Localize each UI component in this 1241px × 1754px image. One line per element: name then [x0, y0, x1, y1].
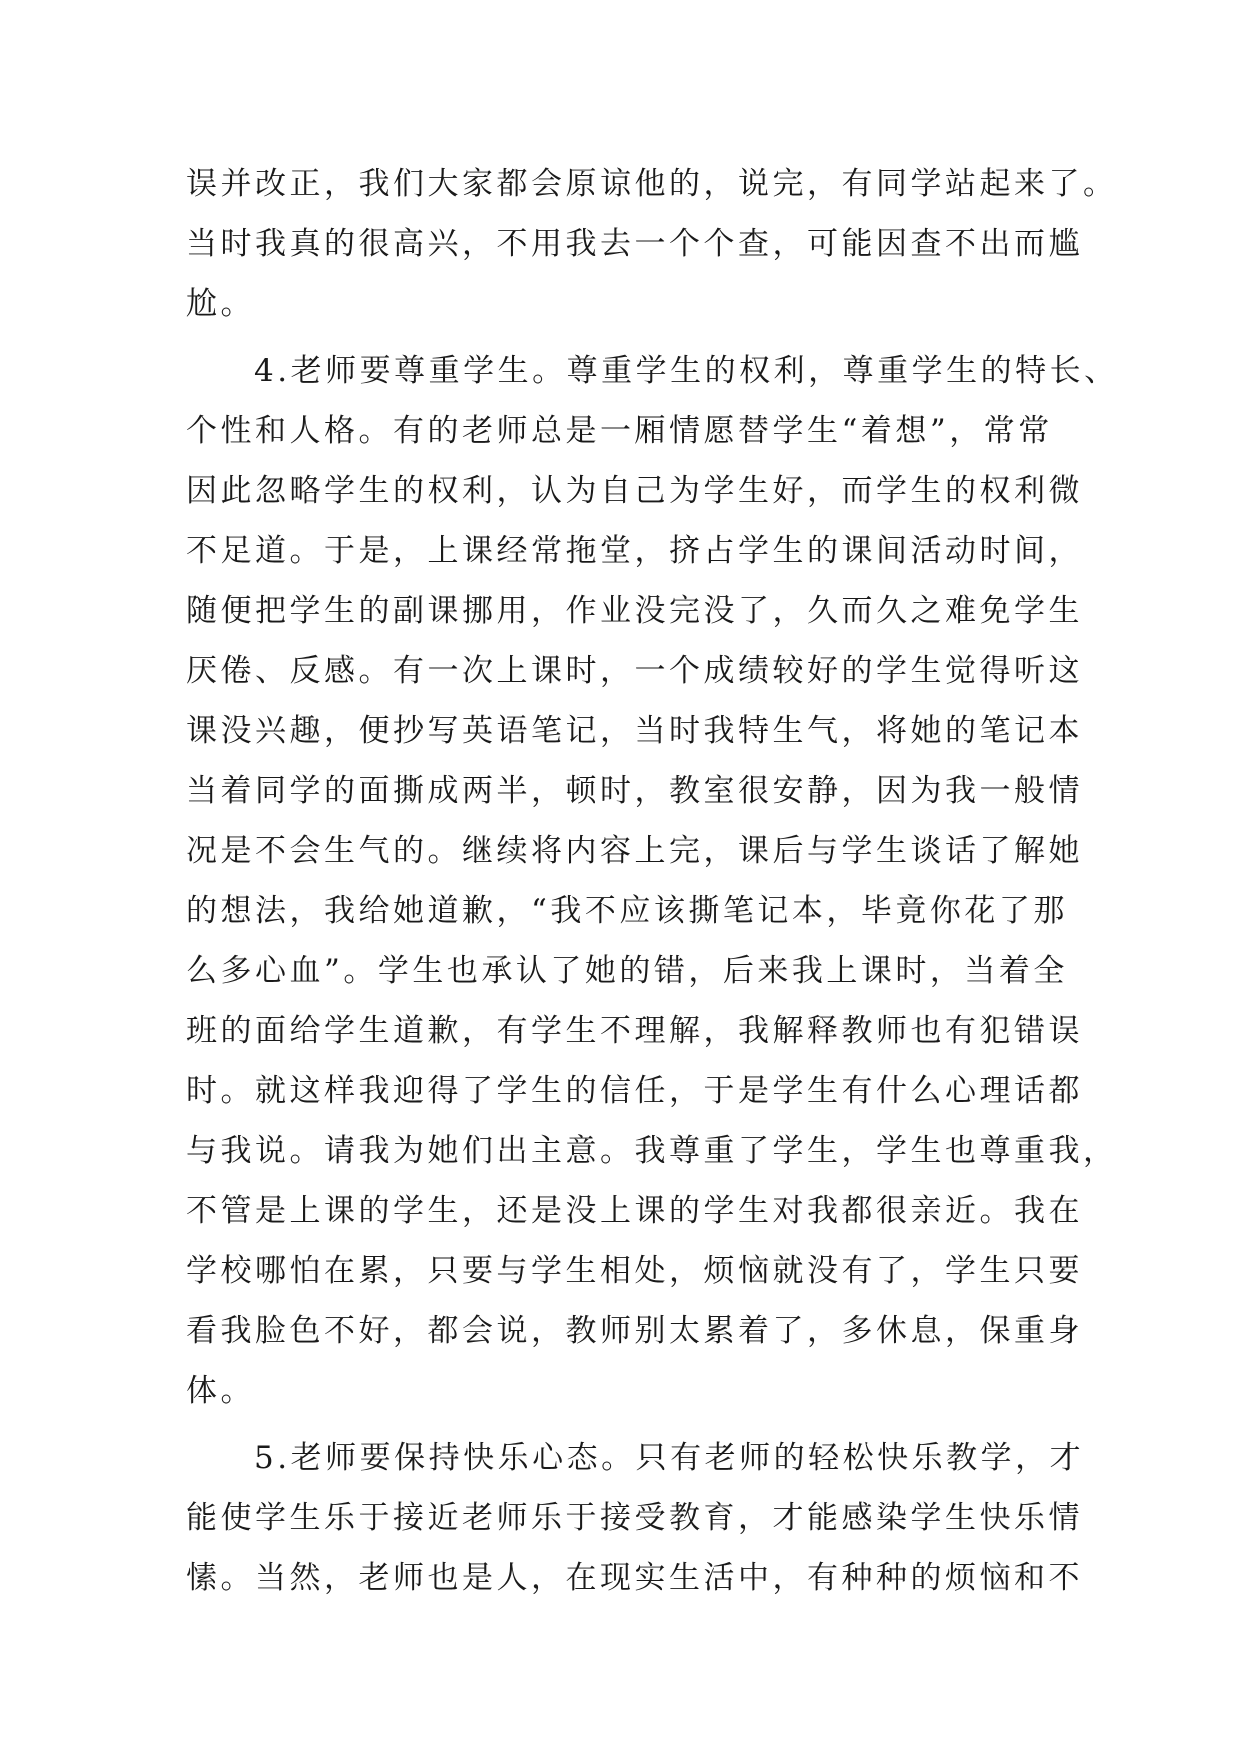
text-line: 误并改正，我们大家都会原谅他的，说完，有同学站起来了。 — [186, 166, 1118, 202]
text-line: 个性和人格。有的老师总是一厢情愿替学生“着想”，常常 — [186, 413, 1053, 449]
text-line: 看我脸色不好，都会说，教师别太累着了，多休息，保重身 — [186, 1313, 1083, 1349]
text-line: 不管是上课的学生，还是没上课的学生对我都很亲近。我在 — [186, 1193, 1083, 1229]
text-line: 随便把学生的副课挪用，作业没完没了，久而久之难免学生 — [186, 593, 1083, 629]
text-line: 时。就这样我迎得了学生的信任，于是学生有什么心理话都 — [186, 1073, 1083, 1109]
text-line: 当着同学的面撕成两半，顿时，教室很安静，因为我一般情 — [186, 773, 1083, 809]
text-line: 4.老师要尊重学生。尊重学生的权利，尊重学生的特长、 — [254, 353, 1119, 389]
text-line: 况是不会生气的。继续将内容上完，课后与学生谈话了解她 — [186, 833, 1083, 869]
text-line: 不足道。于是，上课经常拖堂，挤占学生的课间活动时间， — [186, 533, 1083, 569]
body-text — [186, 154, 1119, 1608]
text-line: 班的面给学生道歉，有学生不理解，我解释教师也有犯错误 — [186, 1013, 1083, 1049]
text-line: 么多心血”。学生也承认了她的错，后来我上课时，当着全 — [186, 953, 1068, 989]
text-line: 能使学生乐于接近老师乐于接受教育，才能感染学生快乐情 — [186, 1500, 1083, 1536]
text-line: 愫。当然，老师也是人，在现实生活中，有种种的烦恼和不 — [186, 1560, 1083, 1596]
text-line: 5.老师要保持快乐心态。只有老师的轻松快乐教学，才 — [254, 1440, 1085, 1476]
paragraph-point-4 — [186, 341, 1119, 1421]
text-line: 与我说。请我为她们出主意。我尊重了学生，学生也尊重我， — [186, 1133, 1118, 1169]
text-line: 学校哪怕在累，只要与学生相处，烦恼就没有了，学生只要 — [186, 1253, 1083, 1289]
text-line: 体。 — [186, 1373, 255, 1409]
text-line: 当时我真的很高兴，不用我去一个个查，可能因查不出而尴 — [186, 226, 1083, 262]
text-line: 厌倦、反感。有一次上课时，一个成绩较好的学生觉得听这 — [186, 653, 1083, 689]
text-line: 因此忽略学生的权利，认为自己为学生好，而学生的权利微 — [186, 473, 1083, 509]
paragraph-gap — [186, 334, 1066, 341]
text-line: 的想法，我给她道歉，“我不应该撕笔记本，毕竟你花了那 — [186, 893, 1068, 929]
text-line: 尬。 — [186, 286, 255, 322]
paragraph-point-5 — [186, 1428, 1085, 1608]
paragraph-continuation — [186, 154, 1118, 334]
paragraph-gap — [186, 1421, 1066, 1428]
text-line: 课没兴趣，便抄写英语笔记，当时我特生气，将她的笔记本 — [186, 713, 1083, 749]
